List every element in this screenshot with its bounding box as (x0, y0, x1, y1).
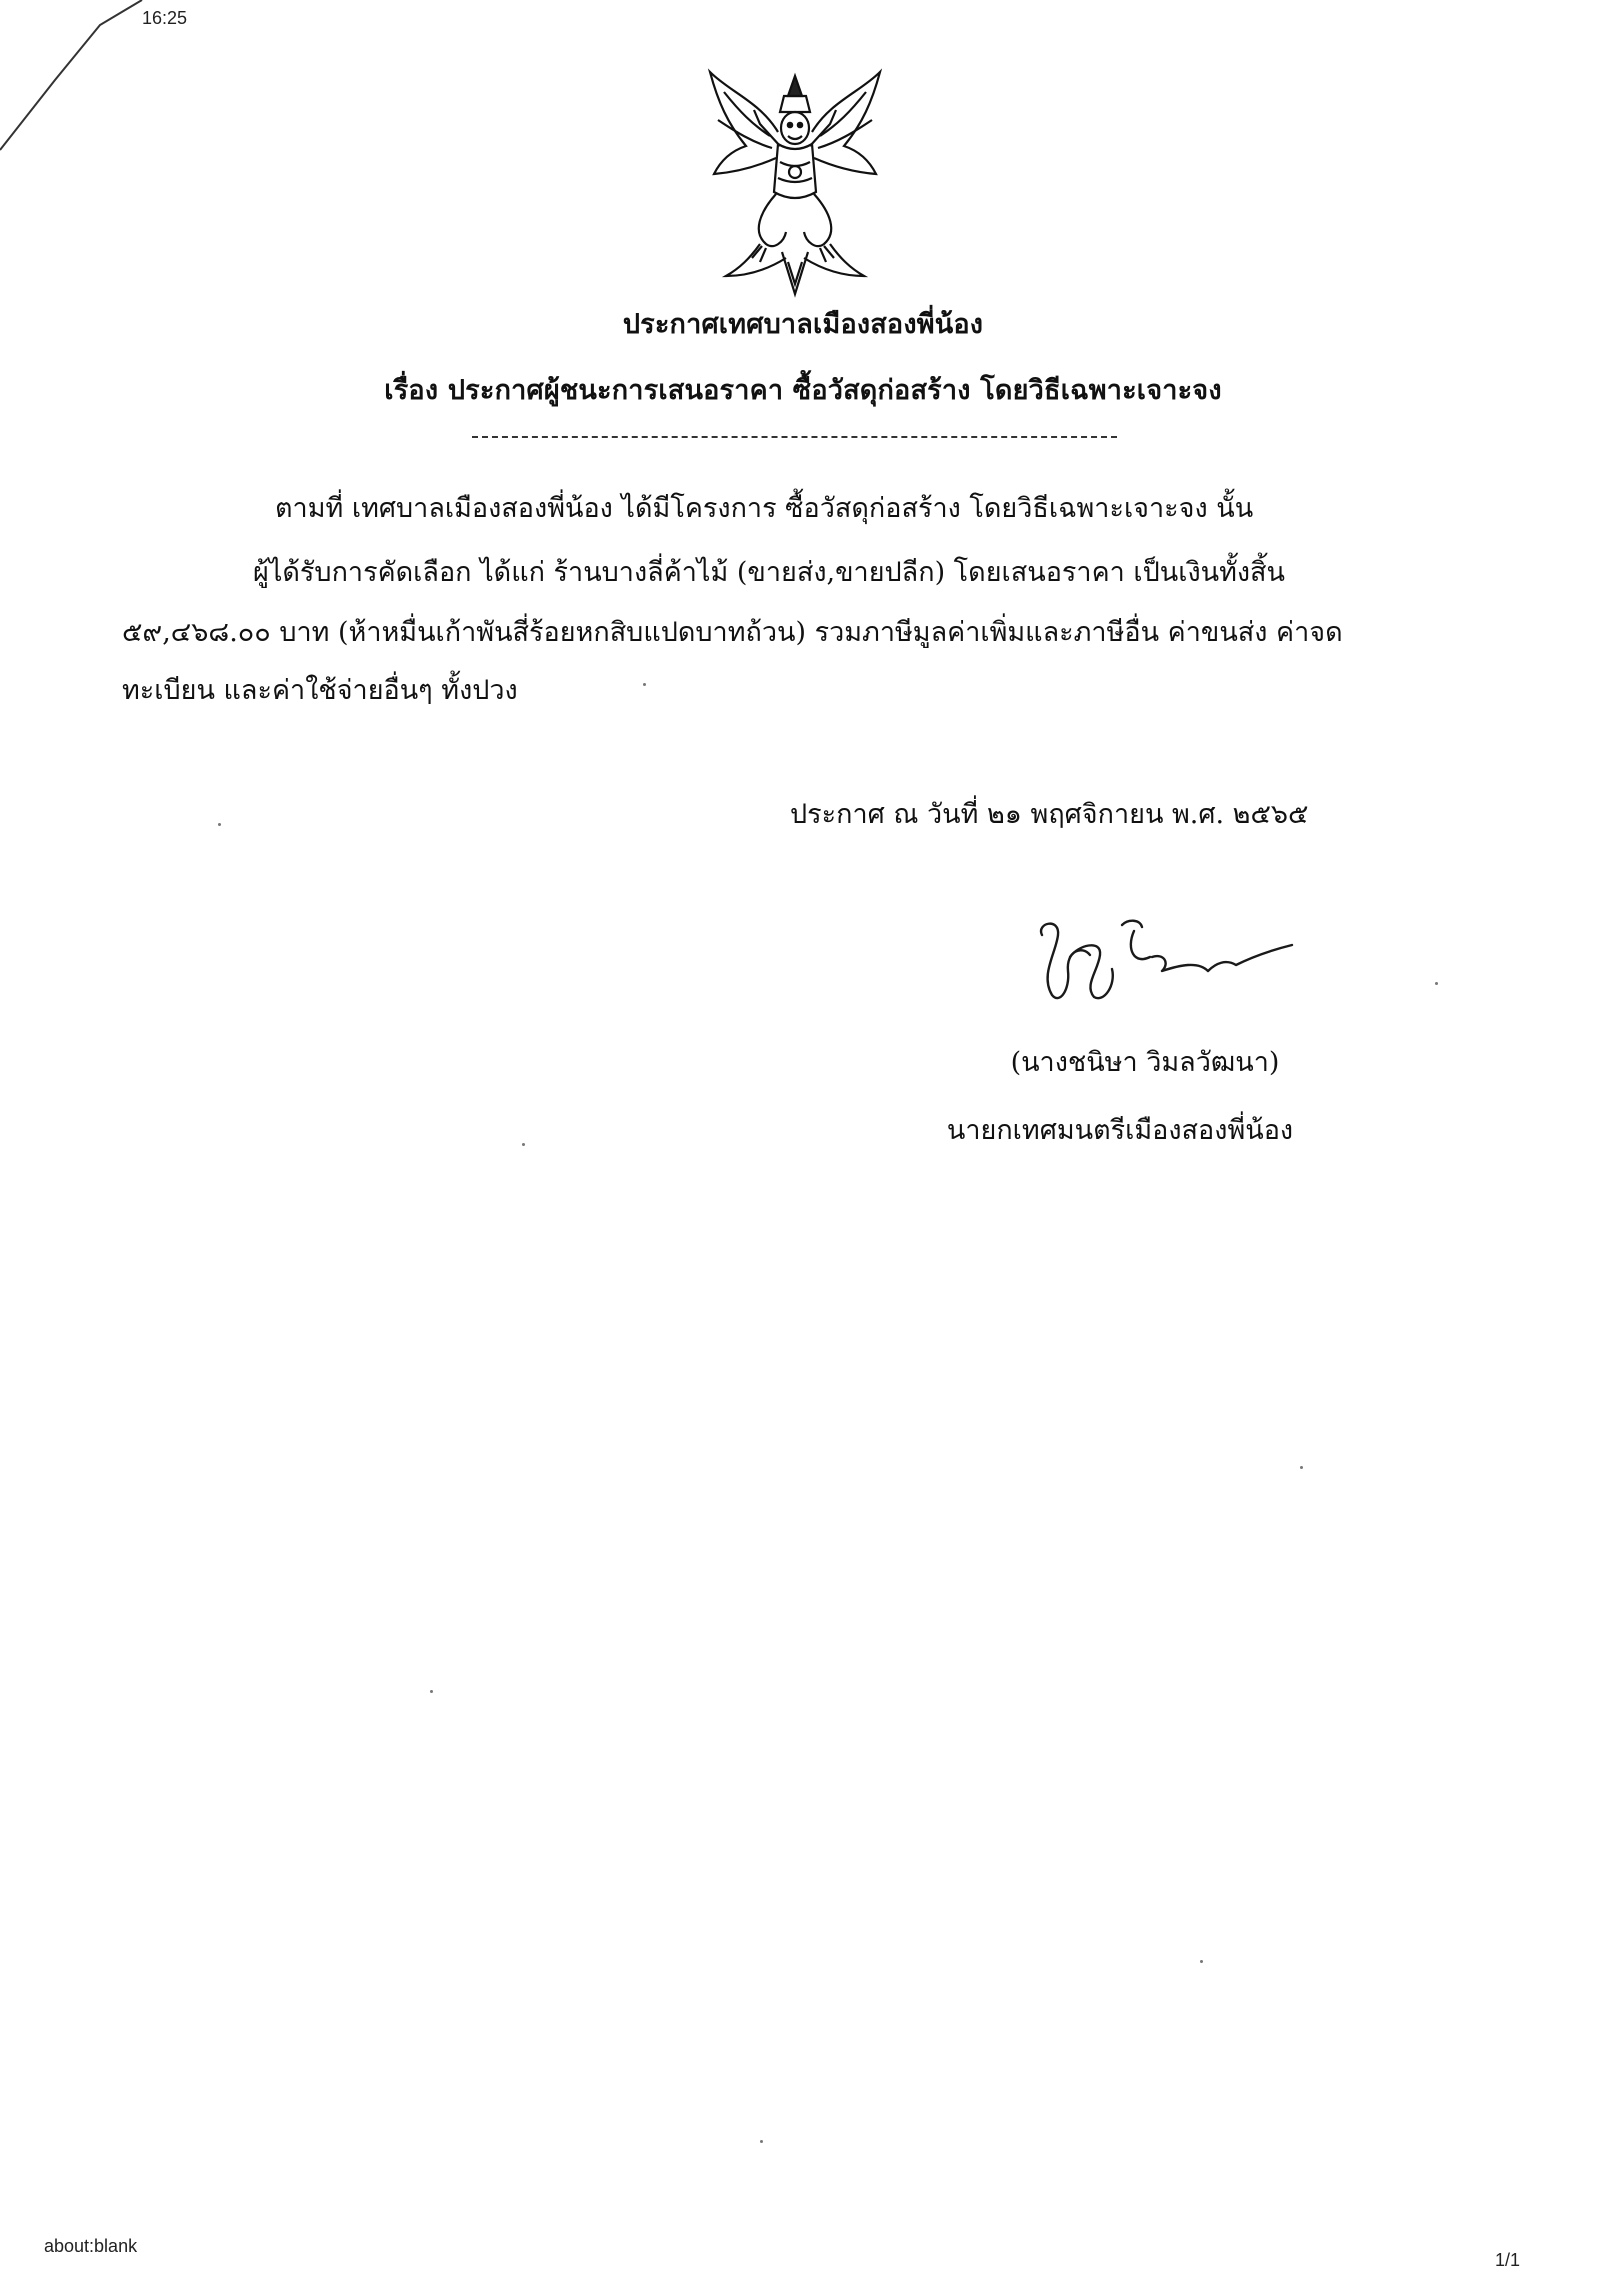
body-line: ผู้ได้รับการคัดเลือก ได้แก่ ร้านบางลี่ค้าไม้ (ขายส่ง,ขายปลีก) โดยเสนอราคา เป็นเงินทั้งสิ้น (253, 557, 1285, 588)
garuda-emblem-icon (700, 62, 890, 302)
scan-speck (522, 1143, 525, 1146)
scan-edge-mark (0, 0, 160, 160)
body-line: ตามที่ เทศบาลเมืองสองพี่น้อง ได้มีโครงการ ซื้อวัสดุก่อสร้าง โดยวิธีเฉพาะเจาะจง นั้น (275, 493, 1254, 524)
scan-speck (218, 823, 221, 826)
scan-speck (643, 683, 646, 686)
document-title: ประกาศเทศบาลเมืองสองพี่น้อง (622, 309, 984, 340)
print-page-number: 1/1 (1495, 2250, 1521, 2270)
announcement-date: ประกาศ ณ วันที่ ๒๑ พฤศจิกายน พ.ศ. ๒๕๖๕ (790, 799, 1309, 830)
print-time: 16:25 (142, 8, 188, 28)
document-subject: เรื่อง ประกาศผู้ชนะการเสนอราคา ซื้อวัสดุก่อสร้าง โดยวิธีเฉพาะเจาะจง (384, 375, 1222, 406)
signer-name: (นางชนิษา วิมลวัฒนา) (1010, 1047, 1280, 1078)
scan-speck (1435, 982, 1438, 985)
body-line: ๕๙,๔๖๘.๐๐ บาท (ห้าหมื่นเก้าพันสี่ร้อยหกสิบแปดบาทถ้วน) รวมภาษีมูลค่าเพิ่มและภาษีอื่น ค่าขนส่ง ค่าจด (122, 617, 1343, 648)
title-divider (472, 436, 1117, 438)
signer-position: นายกเทศมนตรีเมืองสองพี่น้อง (946, 1115, 1294, 1146)
scan-speck (760, 2140, 763, 2143)
print-url: about:blank (44, 2236, 138, 2256)
scan-speck (1200, 1960, 1203, 1963)
body-line: ทะเบียน และค่าใช้จ่ายอื่นๆ ทั้งปวง (122, 675, 518, 706)
scan-speck (1300, 1466, 1303, 1469)
scan-speck (430, 1690, 433, 1693)
handwritten-signature (1030, 905, 1300, 1015)
